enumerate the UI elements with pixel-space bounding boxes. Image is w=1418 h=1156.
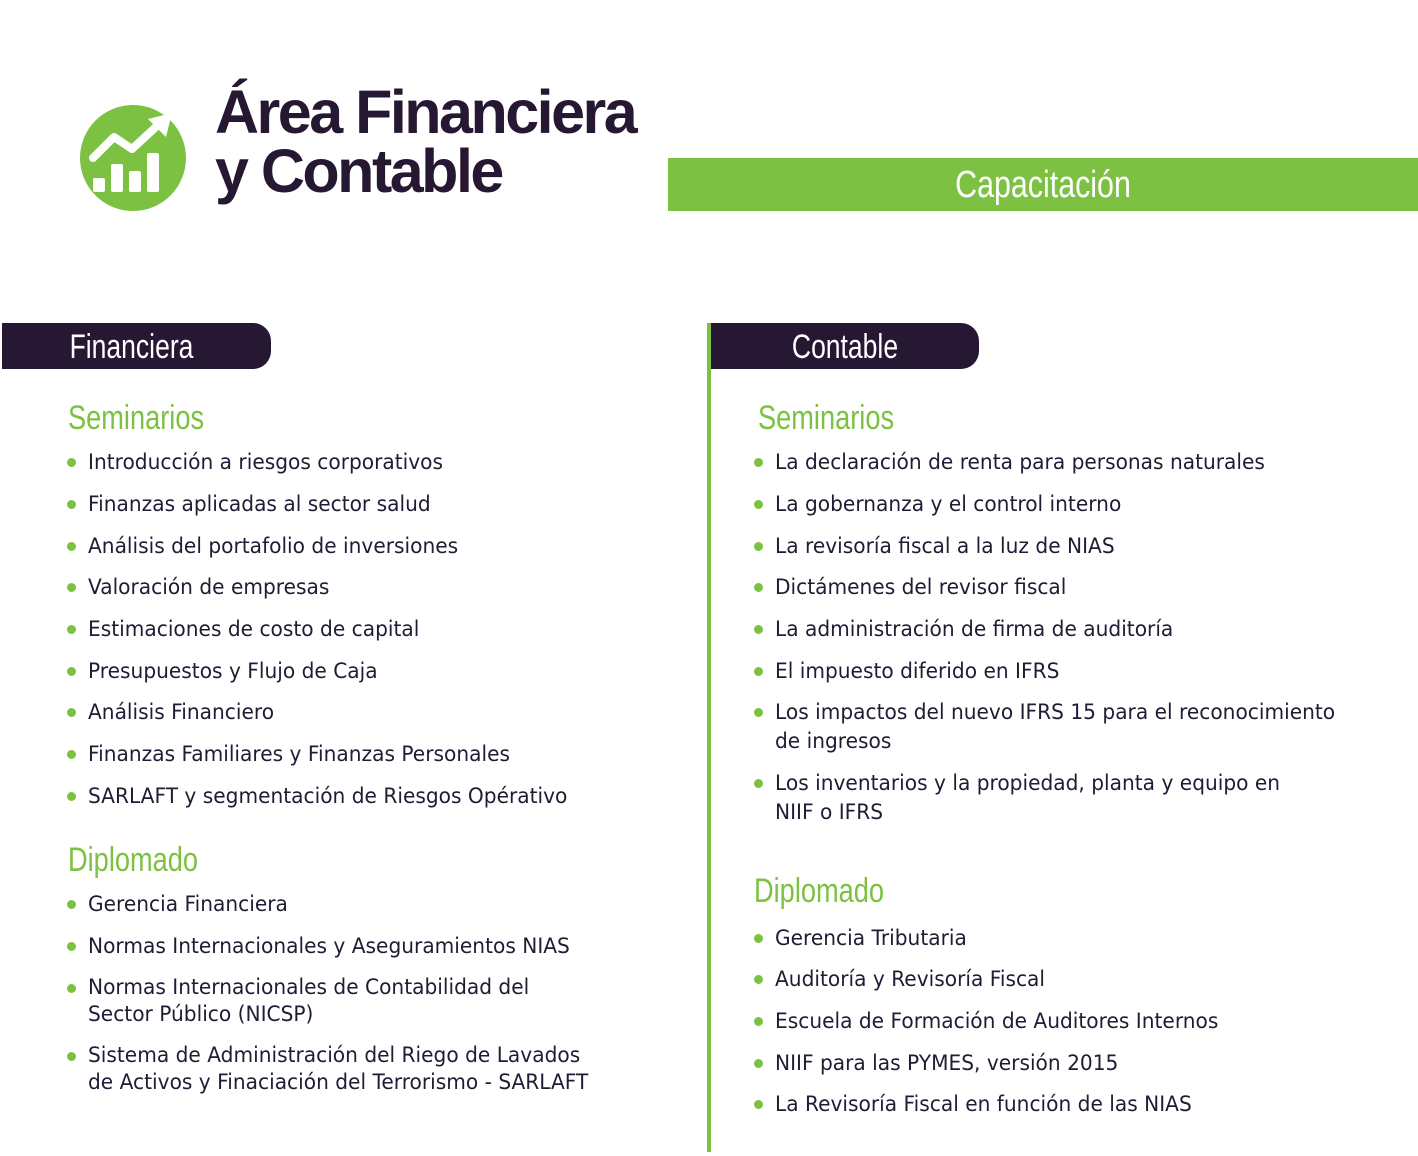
bullet-icon: [67, 1052, 76, 1061]
bullet-icon: [754, 500, 763, 509]
bullet-icon: [754, 975, 763, 984]
bullet-icon: [754, 583, 763, 592]
bullet-icon: [67, 708, 76, 717]
bullet-icon: [754, 779, 763, 788]
bullet-icon: [67, 942, 76, 951]
bullet-icon: [67, 500, 76, 509]
financiera-header: [2, 323, 271, 369]
bullet-icon: [67, 750, 76, 759]
bullet-icon: [754, 934, 763, 943]
bullet-icon: [754, 1017, 763, 1026]
contable-header-label: Contable: [791, 328, 899, 366]
capacitacion-banner: [668, 158, 1418, 211]
bullet-icon: [67, 625, 76, 634]
page-title-line-1: Área Financiera: [215, 78, 636, 146]
bullet-icon: [754, 1059, 763, 1068]
bullet-icon: [754, 542, 763, 551]
bullet-icon: [67, 900, 76, 909]
bullet-icon: [67, 583, 76, 592]
financiera-header-label: Financiera: [69, 328, 194, 366]
bullet-icon: [754, 667, 763, 676]
column-divider: [707, 323, 711, 1152]
bullet-icon: [67, 458, 76, 467]
contable-header: [711, 323, 979, 369]
capacitacion-label: Capacitación: [955, 164, 1131, 206]
bullet-icon: [754, 458, 763, 467]
bullet-icon: [67, 667, 76, 676]
financiera-diplomado-heading: Diplomado: [68, 841, 199, 879]
bullet-icon: [67, 542, 76, 551]
bullet-icon: [754, 625, 763, 634]
bullet-icon: [754, 708, 763, 717]
contable-seminarios-heading: Seminarios: [758, 399, 895, 437]
page-title-line-2: y Contable: [215, 137, 502, 205]
page-title: [215, 78, 636, 205]
contable-diplomado-heading: Diplomado: [754, 872, 885, 910]
bullet-icon: [67, 792, 76, 801]
bullet-icon: [67, 984, 76, 993]
financiera-seminarios-heading: Seminarios: [68, 399, 205, 437]
growth-chart-icon: [80, 105, 186, 211]
bullet-icon: [754, 1100, 763, 1109]
